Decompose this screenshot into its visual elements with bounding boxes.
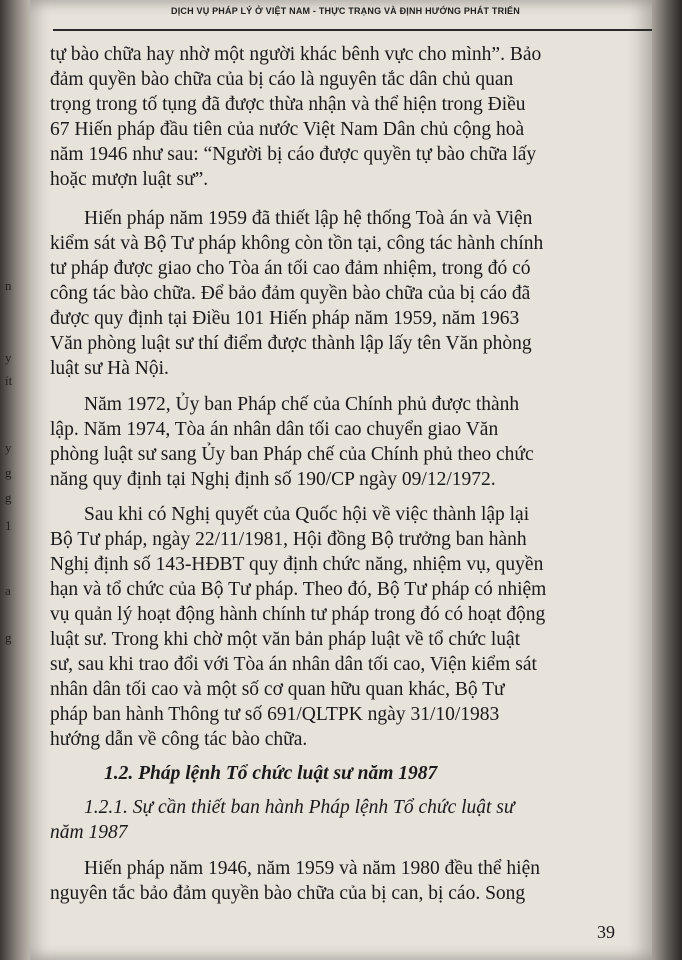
text-line: Hiến pháp năm 1959 đã thiết lập hệ thống Toà án và Viện <box>84 208 533 229</box>
text-line: hoặc mượn luật sư”. <box>50 169 209 190</box>
book-page <box>30 0 652 960</box>
text-line: hạn và tổ chức của Bộ Tư pháp. Theo đó, Bộ Tư pháp có nhiệm <box>50 579 547 600</box>
margin-glyph: ít <box>5 373 13 388</box>
text-line: tự bào chữa hay nhờ một người khác bênh vực cho mình”. Bảo <box>50 44 542 65</box>
margin-glyph: a <box>5 583 11 598</box>
margin-glyph: y <box>5 440 12 455</box>
text-line: sư, sau khi trao đổi với Tòa án nhân dân tối cao, Viện kiểm sát <box>50 654 537 675</box>
margin-glyph: g <box>5 490 12 505</box>
text-line: 67 Hiến pháp đầu tiên của nước Việt Nam Dân chủ cộng hoà <box>50 119 525 140</box>
margin-glyph: 1 <box>5 518 12 533</box>
text-line: hướng dẫn về công tác bào chữa. <box>50 729 308 750</box>
subsection-heading: 1.2.1. Sự cần thiết ban hành Pháp lệnh Tổ chức luật sư <box>84 797 515 818</box>
margin-glyph: g <box>5 465 12 480</box>
section-heading: 1.2. Pháp lệnh Tổ chức luật sư năm 1987 <box>104 763 438 784</box>
text-line: năm 1946 như sau: “Người bị cáo được quyền tự bào chữa lấy <box>50 144 537 165</box>
text-line: luật sư. Trong khi chờ một văn bản pháp luật về tổ chức luật <box>50 629 521 650</box>
text-line: Hiến pháp năm 1946, năm 1959 và năm 1980 đều thể hiện <box>84 858 540 879</box>
text-line: kiểm sát và Bộ Tư pháp không còn tồn tại, công tác hành chính <box>50 233 544 254</box>
text-line: pháp ban hành Thông tư số 691/QLTPK ngày 31/10/1983 <box>50 704 500 725</box>
text-line: luật sư Hà Nội. <box>50 358 169 379</box>
text-line: Nghị định số 143-HĐBT quy định chức năng, nhiệm vụ, quyền <box>50 554 544 575</box>
text-line: phòng luật sư sang Ủy ban Pháp chế của Chính phủ theo chức <box>50 444 534 465</box>
book-edge-shadow <box>652 0 682 960</box>
text-line: được quy định tại Điều 101 Hiến pháp năm 1959, năm 1963 <box>50 308 520 329</box>
subsection-heading-cont: năm 1987 <box>50 822 128 843</box>
text-line: lập. Năm 1974, Tòa án nhân dân tối cao chuyển giao Văn <box>50 419 499 440</box>
text-line: đảm quyền bào chữa của bị cáo là nguyên tắc dân chủ quan <box>50 69 514 90</box>
text-line: năng quy định tại Nghị định số 190/CP ngày 09/12/1972. <box>50 469 496 490</box>
margin-glyph: g <box>5 630 12 645</box>
margin-glyph: n <box>5 278 12 293</box>
header-rule <box>53 29 652 31</box>
running-header: DỊCH VỤ PHÁP LÝ Ở VIỆT NAM - THỰC TRẠNG VÀ ĐỊNH HƯỚNG PHÁT TRIỂN <box>171 6 520 16</box>
text-line: Năm 1972, Ủy ban Pháp chế của Chính phủ được thành <box>84 394 520 415</box>
text-line: Sau khi có Nghị quyết của Quốc hội về việc thành lập lại <box>84 504 530 525</box>
text-line: nguyên tắc bảo đảm quyền bào chữa của bị can, bị cáo. Song <box>50 883 526 904</box>
text-line: công tác bào chữa. Để bảo đảm quyền bào chữa của bị cáo đã <box>50 283 531 304</box>
text-line: nhân dân tối cao và một số cơ quan hữu quan khác, Bộ Tư <box>50 679 505 700</box>
text-line: Bộ Tư pháp, ngày 22/11/1981, Hội đồng Bộ trưởng ban hành <box>50 529 527 550</box>
text-line: trọng trong tố tụng đã được thừa nhận và thể hiện trong Điều <box>50 94 526 115</box>
margin-glyph: y <box>5 350 12 365</box>
text-line: tư pháp được giao cho Tòa án tối cao đảm nhiệm, trong đó có <box>50 258 531 279</box>
text-line: Văn phòng luật sư thí điểm được thành lập lấy tên Văn phòng <box>50 333 532 354</box>
page-number: 39 <box>597 922 615 942</box>
adjacent-page-edge <box>0 0 30 960</box>
text-line: vụ quản lý hoạt động hành chính tư pháp trong đó có hoạt động <box>50 604 546 625</box>
